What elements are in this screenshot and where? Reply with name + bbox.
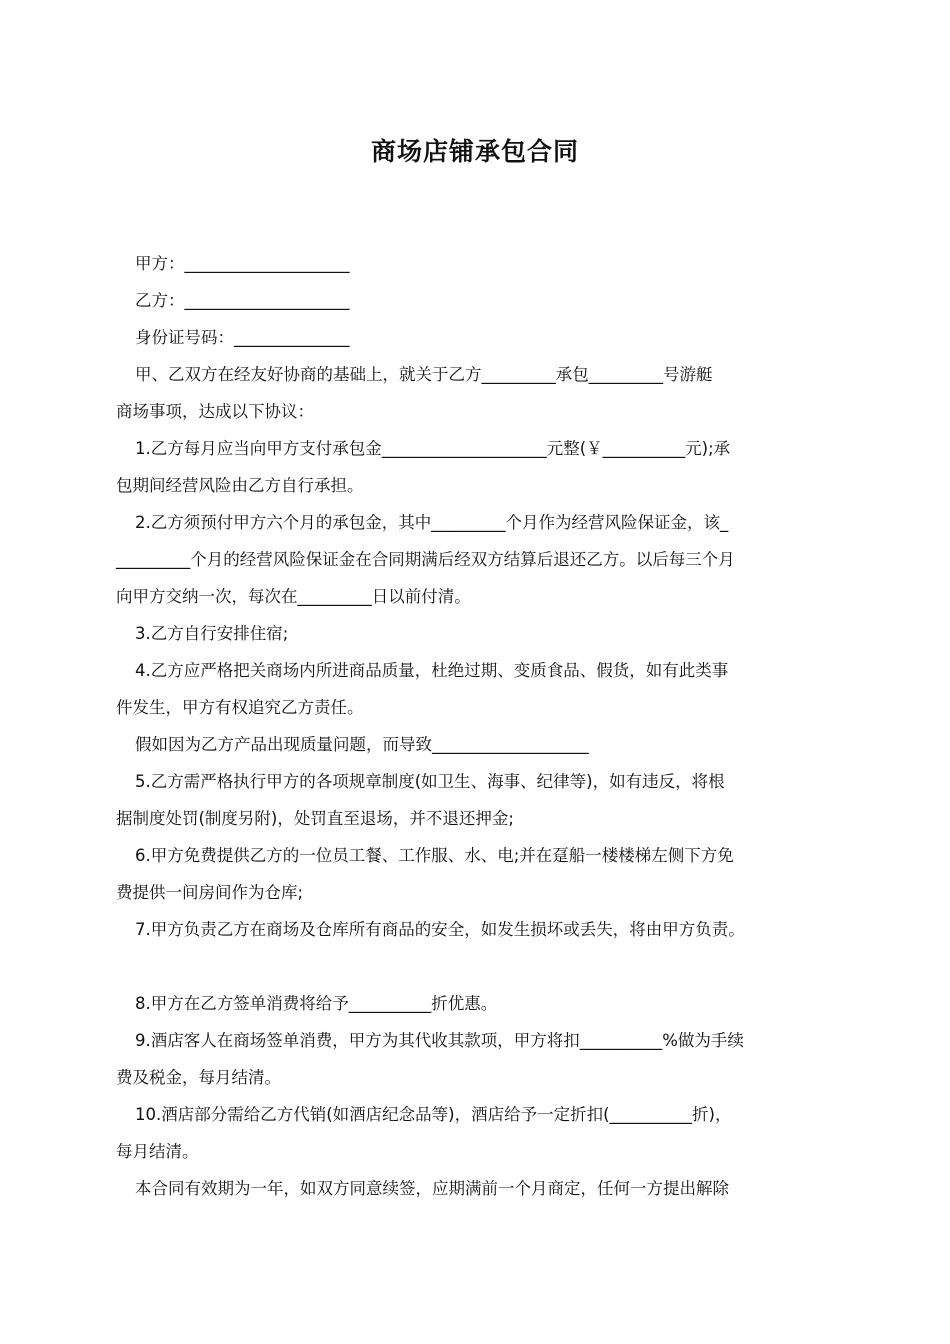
clause-6-line-1: 6.甲方免费提供乙方的一位员工餐、工作服、水、电;并在趸船一楼楼梯左侧下方免 (135, 846, 734, 865)
clause-2-line-3: 向甲方交纳一次，每次在_________日以前付清。 (116, 587, 471, 606)
party-b-line: 乙方：____________________ (135, 291, 350, 310)
clause-3-line: 3.乙方自行安排住宿; (135, 624, 289, 643)
clause-4-line-3: 假如因为乙方产品出现质量问题，而导致___________________ (135, 735, 589, 754)
clause-1-line-2: 包期间经营风险由乙方自行承担。 (116, 476, 364, 495)
party-a-line: 甲方：____________________ (135, 254, 350, 273)
clause-9-line-2: 费及税金，每月结清。 (116, 1068, 281, 1087)
preamble-line-1: 甲、乙双方在经友好协商的基础上，就关于乙方_________承包_________号游艇 (135, 365, 713, 384)
clause-4-line-1: 4.乙方应严格把关商场内所进商品质量，杜绝过期、变质食品、假货，如有此类事 (135, 661, 729, 680)
document-title: 商场店铺承包合同 (370, 137, 579, 166)
clause-1-line-1: 1.乙方每月应当向甲方支付承包金____________________元整(￥__________元);承 (135, 439, 731, 458)
clause-2-line-2: _________个月的经营风险保证金在合同期满后经双方结算后退还乙方。以后每三个月 (116, 550, 735, 569)
id-number-line: 身份证号码：______________ (135, 328, 350, 347)
clause-5-line-2: 据制度处罚(制度另附)，处罚直至退场，并不退还押金; (116, 809, 514, 828)
preamble-line-2: 商场事项，达成以下协议： (116, 402, 314, 421)
clause-8-line: 8.甲方在乙方签单消费将给予__________折优惠。 (135, 994, 498, 1013)
clause-9-line-1: 9.酒店客人在商场签单消费，甲方为其代收其款项，甲方将扣__________%做为手续 (135, 1031, 744, 1050)
clause-10-line-1: 10.酒店部分需给乙方代销(如酒店纪念品等)，酒店给予一定折扣(__________折)， (135, 1105, 732, 1124)
clause-6-line-2: 费提供一间房间作为仓库; (116, 883, 304, 902)
clause-2-line-1: 2.乙方须预付甲方六个月的承包金，其中_________个月作为经营风险保证金，该_ (135, 513, 729, 532)
term-line-1: 本合同有效期为一年，如双方同意续签，应期满前一个月商定，任何一方提出解除 (135, 1179, 729, 1198)
clause-4-line-2: 件发生，甲方有权追究乙方责任。 (116, 698, 364, 717)
clause-10-line-2: 每月结清。 (116, 1142, 199, 1161)
clause-5-line-1: 5.乙方需严格执行甲方的各项规章制度(如卫生、海事、纪律等)，如有违反，将根 (135, 772, 725, 791)
clause-7-line: 7.甲方负责乙方在商场及仓库所有商品的安全，如发生损坏或丢失，将由甲方负责。 (135, 920, 745, 939)
